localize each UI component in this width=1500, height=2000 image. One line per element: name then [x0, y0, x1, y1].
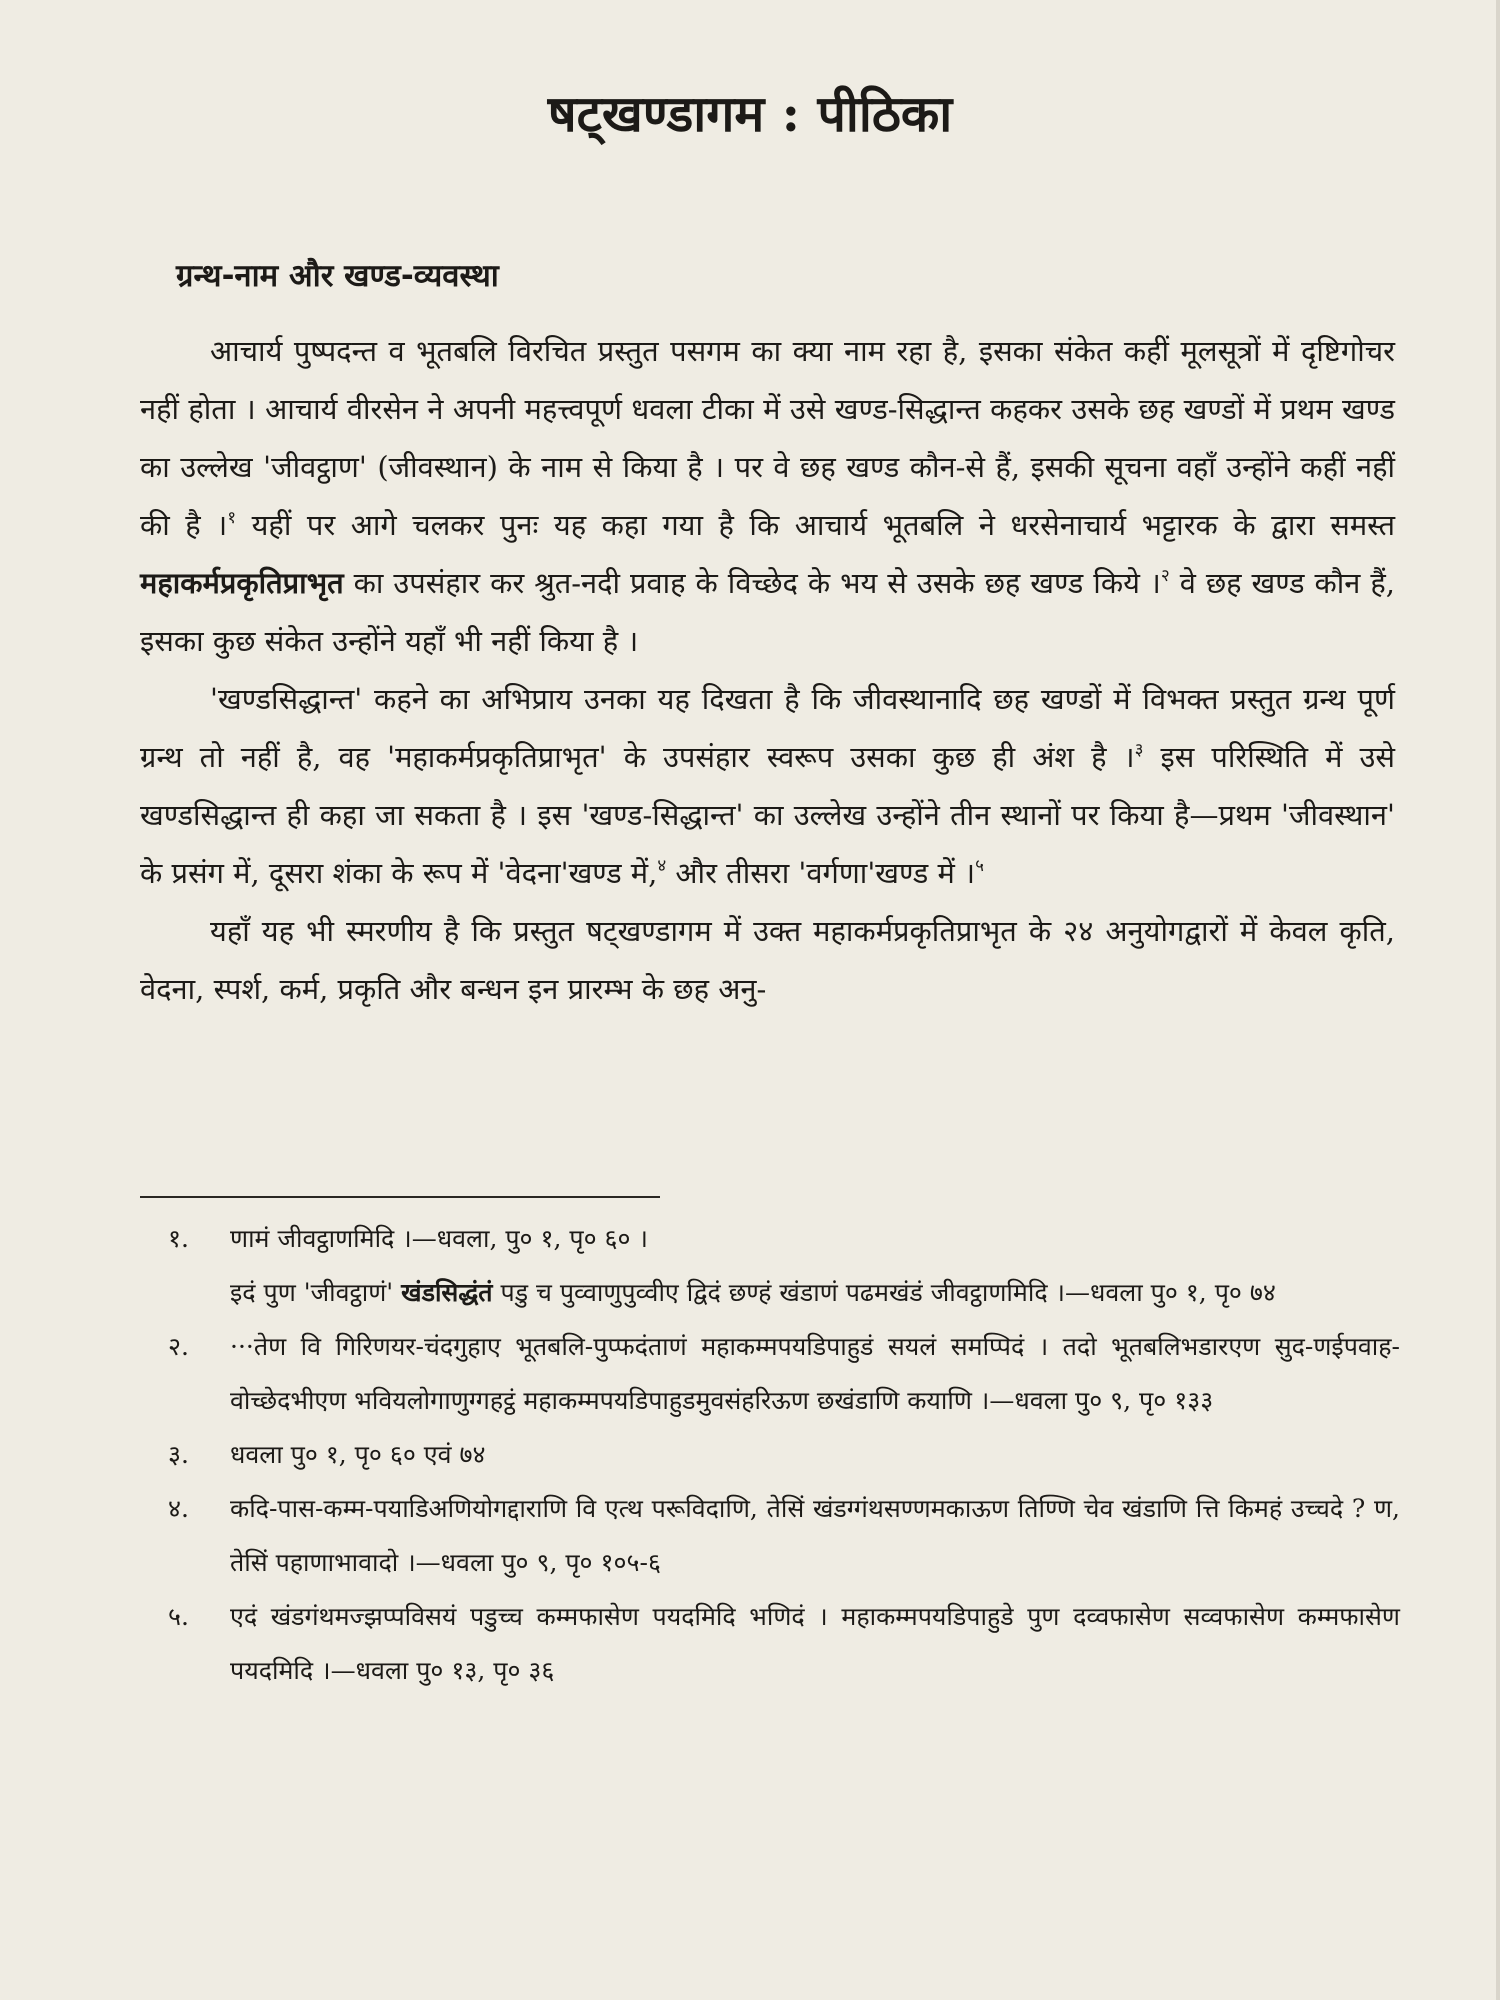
page-title: षट्खण्डागम : पीठिका	[547, 84, 953, 143]
footnote-ref-2: २	[1160, 566, 1170, 586]
bold-term: खंडसिद्धंतं	[401, 1278, 493, 1307]
scan-edge	[1496, 0, 1500, 2000]
footnote-ref-4: ४	[657, 856, 667, 876]
paragraph-3: यहाँ यह भी स्मरणीय है कि प्रस्तुत षट्खण्डागम में उक्त महाकर्मप्रकृतिप्राभृत के २४ अनुयोगद्वारों में केवल कृति, वेदना, स्पर्श, कर्म, प्रकृति और बन्धन इन प्रारम्भ के छह अनु-	[140, 914, 1395, 1006]
footnote-text: णामं जीवट्ठाणमिदि ।—धवला, पु० १, पृ० ६० ।	[230, 1224, 648, 1253]
body-text	[140, 322, 1395, 1018]
footnote-ref-5: ५	[975, 856, 984, 876]
footnotes	[140, 1212, 1400, 1698]
footnote-number: ३.	[168, 1440, 189, 1469]
footnote-text: ···तेण वि गिरिणयर-चंदगुहाए भूतबलि-पुप्फदंताणं महाकम्मपयडिपाहुडं सयलं समप्पिदं । तदो भूतबलिभडारएण सुद-णईपवाह-वोच्छेदभीएण भवियलोगाणुग्गहट्ठं महाकम्मपयडिपाहुडमुवसंहरिऊण छखंडाणि कयाणि ।—धवला पु० ९, पृ० १३३	[230, 1332, 1400, 1415]
paragraph-1: आचार्य पुष्पदन्त व भूतबलि विरचित प्रस्तुत पसगम का क्या नाम रहा है, इसका संकेत कहीं मूलसूत्रों में दृष्टिगोचर नहीं होता । आचार्य वीरसेन ने अपनी महत्त्वपूर्ण धवला टीका में उसे खण्ड-सिद्धान्त कहकर उसके छह खण्डों में प्रथम खण्ड का उल्लेख 'जीवट्ठाण' (जीवस्थान) के नाम से किया है । पर वे छह खण्ड कौन-से हैं, इसकी सूचना वहाँ उन्होंने कहीं नहीं की है ।$^१$ यहीं पर आगे चलकर पुनः यह कहा गया है कि आचार्य भूतबलि ने धरसेनाचार्य भट्टारक के द्वारा समस्त महाकर्मप्रकृतिप्राभृत का उपसंहार कर श्रुत-नदी प्रवाह के विच्छेद के भय से उसके छह खण्ड किये ।$^२$ वे छह खण्ड कौन हैं, इसका कुछ संकेत उन्होंने यहाँ भी नहीं किया है ।	[140, 334, 1396, 658]
section-heading: ग्रन्थ-नाम और खण्ड-व्यवस्था	[176, 258, 499, 294]
footnote-ref-1: १	[227, 508, 237, 528]
footnote-1: १. णामं जीवट्ठाणमिदि ।—धवला, पु० १, पृ० ६० । इदं पुण 'जीवट्ठाणं' खंडसिद्धंतं पडु च पुव्वाणुपुव्वीए द्विदं छण्हं खंडाणं पढमखंडं जीवट्ठाणमिदि ।—धवला पु० १, पृ० ७४	[140, 1212, 1400, 1320]
footnote-text: कदि-पास-कम्म-पयाडिअणियोगद्दाराणि वि एत्थ परूविदाणि, तेसिं खंडग्गंथसण्णमकाऊण तिण्णि चेव खंडाणि त्ति किमहं उच्चदे ? ण, तेसिं पहाणाभावादो ।—धवला पु० ९, पृ० १०५-६	[230, 1494, 1400, 1577]
footnote-divider	[140, 1196, 660, 1198]
footnote-5	[140, 1590, 1400, 1698]
footnote-number: ४.	[168, 1494, 189, 1523]
footnote-number: २.	[168, 1332, 189, 1361]
footnote-number: ५.	[168, 1602, 189, 1631]
footnote-text: एदं खंडगंथमज्झप्पविसयं पडुच्च कम्मफासेण पयदमिदि भणिदं । महाकम्मपयडिपाहुडे पुण दव्वफासेण सव्वफासेण कम्मफासेण पयदमिदि ।—धवला पु० १३, पृ० ३६	[230, 1602, 1400, 1685]
footnote-number: १.	[168, 1224, 189, 1253]
footnote-2	[140, 1320, 1400, 1428]
bold-term: महाकर्मप्रकृतिप्राभृत	[140, 566, 344, 600]
footnote-text: धवला पु० १, पृ० ६० एवं ७४	[230, 1440, 486, 1469]
footnote-ref-3: ३	[1134, 740, 1144, 760]
paragraph-2: 'खण्डसिद्धान्त' कहने का अभिप्राय उनका यह दिखता है कि जीवस्थानादि छह खण्डों में विभक्त प्रस्तुत ग्रन्थ पूर्ण ग्रन्थ तो नहीं है, वह 'महाकर्मप्रकृतिप्राभृत' के उपसंहार स्वरूप उसका कुछ ही अंश है ।$^३$ इस परिस्थिति में उसे खण्डसिद्धान्त ही कहा जा सकता है । इस 'खण्ड-सिद्धान्त' का उल्लेख उन्होंने तीन स्थानों पर किया है—प्रथम 'जीवस्थान' के प्रसंग में, दूसरा शंका के रूप में 'वेदना'खण्ड में,$^४$ और तीसरा 'वर्गणा'खण्ड में ।$^५$	[140, 682, 1395, 890]
footnote-3	[140, 1428, 1400, 1482]
footnote-4	[140, 1482, 1400, 1590]
